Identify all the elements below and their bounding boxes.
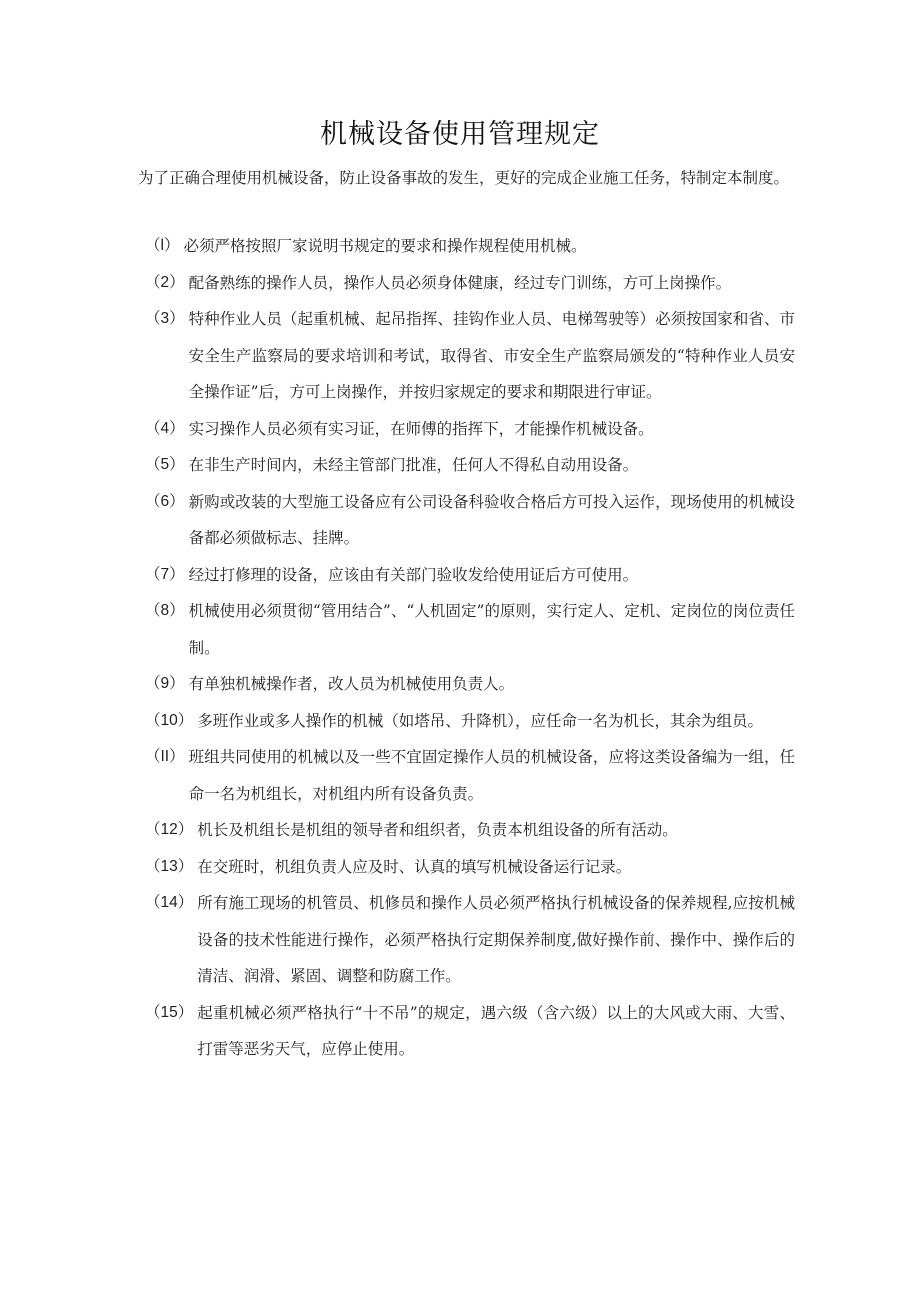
rule-item-5 <box>145 447 795 484</box>
intro-paragraph: 为了正确合理使用机械设备，防止设备事故的发生，更好的完成企业施工任务，特制定本制度。 <box>138 169 790 187</box>
rule-item-14 <box>145 885 795 995</box>
rule-item-10 <box>145 703 795 740</box>
rule-item-3 <box>145 301 795 411</box>
rule-text: 多班作业或多人操作的机械（如塔吊、升降机），应任命一名为机长，其余为组员。 <box>197 711 764 730</box>
rule-text: 新购或改装的大型施工设备应有公司设备科验收合格后方可投入运作，现场使用的机械设备都必须做标志、挂牌。 <box>188 492 795 547</box>
rule-item-4 <box>145 411 795 448</box>
rule-item-13 <box>145 849 795 886</box>
rule-item-12 <box>145 812 795 849</box>
rule-text: 在非生产时间内，未经主管部门批准，任何人不得私自动用设备。 <box>188 456 639 474</box>
rule-number: （6） <box>145 492 185 510</box>
rule-item-11 <box>145 739 795 812</box>
rule-item-15 <box>145 995 795 1068</box>
rule-text: 经过打修理的设备，应该由有关部门验收发给使用证后方可使用。 <box>188 565 639 584</box>
rule-text: 起重机械必须严格执行“十不吊”的规定，遇六级（含六级）以上的大风或大雨、大雪、打雷等恶劣天气，应停止使用。 <box>197 1003 795 1058</box>
rules-list <box>145 228 795 1068</box>
rule-number: （10） <box>145 711 194 729</box>
rule-text: 有单独机械操作者，改人员为机械使用负责人。 <box>188 675 515 693</box>
rule-text: 必须严格按照厂家说明书规定的要求和操作规程使用机械。 <box>183 237 587 255</box>
rule-number: （2） <box>145 273 185 291</box>
rule-number: （9） <box>145 675 185 692</box>
rule-number: （4） <box>145 419 185 437</box>
rule-number: （II） <box>145 748 185 765</box>
rule-number: （15） <box>145 1003 194 1021</box>
rule-number: （13） <box>145 857 194 875</box>
rule-item-9 <box>145 666 795 703</box>
rule-number: （14） <box>145 894 194 911</box>
rule-number: （12） <box>145 821 194 838</box>
rule-text: 配备熟练的操作人员，操作人员必须身体健康，经过专门训练，方可上岗操作。 <box>188 273 732 292</box>
rule-text: 机械使用必须贯彻“管用结合”、“人机固定”的原则，实行定人、定机、定岗位的岗位责任制。 <box>188 602 795 657</box>
rule-number: （7） <box>145 565 185 583</box>
rule-text: 机长及机组长是机组的领导者和组织者，负责本机组设备的所有活动。 <box>197 821 678 839</box>
rule-text: 实习操作人员必须有实习证，在师傅的指挥下，才能操作机械设备。 <box>188 419 654 438</box>
rule-text: 在交班时，机组负责人应及时、认真的填写机械设备运行记录。 <box>197 857 632 876</box>
rule-item-2 <box>145 265 795 302</box>
rule-item-8 <box>145 593 795 666</box>
rule-item-6 <box>145 484 795 557</box>
rule-item-1 <box>145 228 795 265</box>
rule-item-7 <box>145 557 795 594</box>
rule-text: 班组共同使用的机械以及一些不宜固定操作人员的机械设备，应将这类设备编为一组，任命一名为机组长，对机组内所有设备负责。 <box>188 748 795 803</box>
rule-number: （5） <box>145 456 185 473</box>
rule-number: （l） <box>145 237 180 254</box>
rule-text: 特种作业人员（起重机械、起吊指挥、挂钩作业人员、电梯驾驶等）必须按国家和省、市安全生产监察局的要求培训和考试，取得省、市安全生产监察局颁发的“特种作业人员安全操作证”后，方可上岗操作，并按归家规定的要求和期限进行审证。 <box>188 310 795 401</box>
rule-text: 所有施工现场的机管员、机修员和操作人员必须严格执行机械设备的保养规程,应按机械设备的技术性能进行操作，必须严格执行定期保养制度,做好操作前、操作中、操作后的清洁、润滑、紧固、调整和防腐工作。 <box>197 894 795 985</box>
rule-number: （3） <box>145 310 185 327</box>
rule-number: （8） <box>145 602 185 619</box>
document-title: 机械设备使用管理规定 <box>320 119 600 150</box>
